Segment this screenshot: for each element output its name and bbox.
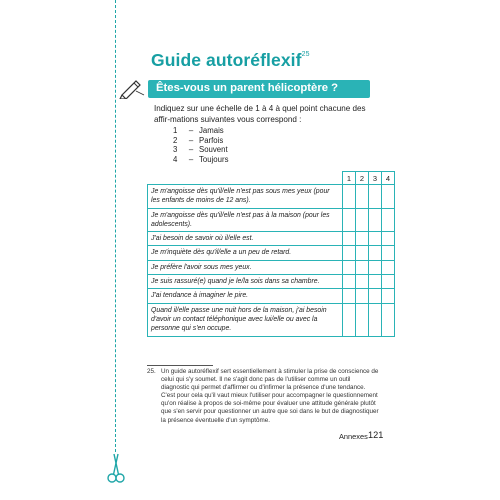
cut-line [115, 0, 116, 452]
footnote-divider [147, 365, 213, 366]
rating-cell[interactable] [343, 289, 356, 303]
rating-cell[interactable] [382, 185, 395, 209]
table-row [148, 232, 395, 246]
banner-heading: Êtes-vous un parent hélicoptère ? [156, 82, 339, 94]
footnote-paragraph: Un guide autoréflexif sert essentiellement à stimuler la prise de conscience de celui qui s'y soumet. Il ne s'agit donc pas de l'utiliser comme un outil diagnostic qui permet d'affirmer ou d'infirmer la présence d'une tendance. [161, 368, 379, 392]
section-name: Annexes [339, 432, 368, 441]
section-banner [148, 80, 370, 98]
rating-cell[interactable] [382, 275, 395, 289]
rating-cell[interactable] [356, 275, 369, 289]
page-number: 121 [368, 430, 384, 440]
rating-cell[interactable] [356, 260, 369, 274]
rating-cell[interactable] [356, 246, 369, 260]
rating-cell[interactable] [369, 275, 382, 289]
rating-cell[interactable] [356, 185, 369, 209]
table-header-row [148, 172, 395, 185]
rating-cell[interactable] [382, 232, 395, 246]
column-header: 4 [382, 172, 395, 185]
rating-cell[interactable] [343, 208, 356, 232]
statement: Je m'angoisse dès qu'il/elle n'est pas à la maison (pour les adolescents). [148, 208, 343, 232]
rating-cell[interactable] [356, 208, 369, 232]
table-row [148, 185, 395, 209]
table-row [148, 303, 395, 336]
rating-cell[interactable] [382, 208, 395, 232]
rating-cell[interactable] [369, 260, 382, 274]
rating-cell[interactable] [369, 185, 382, 209]
scale-item: 2 – Parfois [173, 135, 224, 145]
rating-cell[interactable] [343, 185, 356, 209]
statement: J'ai tendance à imaginer le pire. [148, 289, 343, 303]
statement: Je m'angoisse dès qu'il/elle n'est pas sous mes yeux (pour les enfants de moins de 12 ans). [148, 185, 343, 209]
rating-cell[interactable] [369, 303, 382, 336]
scale-item: 3 – Souvent [173, 145, 228, 155]
instructions: Indiquez sur une échelle de 1 à 4 à quel point chacune des affir-mations suivantes vous correspond : [154, 104, 366, 124]
rating-cell[interactable] [343, 275, 356, 289]
table-row [148, 289, 395, 303]
column-header: 1 [343, 172, 356, 185]
table-row [148, 246, 395, 260]
rating-cell[interactable] [382, 260, 395, 274]
scale-item: 1 – Jamais [173, 126, 224, 135]
statement: Je suis rassuré(e) quand je le/la sois dans sa chambre. [148, 275, 343, 289]
rating-cell[interactable] [343, 303, 356, 336]
questionnaire-table [147, 171, 395, 337]
footnote-paragraph: C'est pour cela qu'il vaut mieux l'utiliser pour accompagner le questionnement qu'on réalise à propos de soi-même pour évaluer une attitude générale plutôt que s'en servir pour questionner un autre que soi dans le but de diagnostiquer la présence éventuelle d'un symptôme. [161, 392, 379, 424]
rating-scale [173, 126, 228, 164]
page-title: Guide autoréflexif$^{25}$ [151, 50, 310, 70]
statement: J'ai besoin de savoir où il/elle est. [148, 232, 343, 246]
statement: Quand il/elle passe une nuit hors de la maison, j'ai besoin d'avoir un contact téléphonique avec lui/elle ou avec la personne qui s'en occupe. [148, 303, 343, 336]
rating-cell[interactable] [343, 246, 356, 260]
scale-item: 4 – Toujours [173, 154, 229, 164]
rating-cell[interactable] [369, 232, 382, 246]
table-row [148, 275, 395, 289]
column-header: 2 [356, 172, 369, 185]
footnote-ref: 25 [301, 51, 310, 58]
rating-cell[interactable] [369, 246, 382, 260]
rating-cell[interactable] [356, 303, 369, 336]
rating-cell[interactable] [382, 246, 395, 260]
rating-cell[interactable] [356, 232, 369, 246]
footnote-number: 25. [147, 368, 156, 375]
rating-cell[interactable] [356, 289, 369, 303]
rating-cell[interactable] [382, 289, 395, 303]
rating-cell[interactable] [343, 232, 356, 246]
rating-cell[interactable] [343, 260, 356, 274]
column-header: 3 [369, 172, 382, 185]
statement: Je préfère l'avoir sous mes yeux. [148, 260, 343, 274]
rating-cell[interactable] [369, 208, 382, 232]
header-blank-cell [148, 172, 343, 185]
footnote [147, 368, 379, 425]
rating-cell[interactable] [382, 303, 395, 336]
rating-cell[interactable] [369, 289, 382, 303]
pencil-icon [118, 79, 146, 99]
scissors-icon [106, 450, 126, 484]
statement: Je m'inquiète dès qu'il/elle a un peu de retard. [148, 246, 343, 260]
table-row [148, 208, 395, 232]
table-row [148, 260, 395, 274]
